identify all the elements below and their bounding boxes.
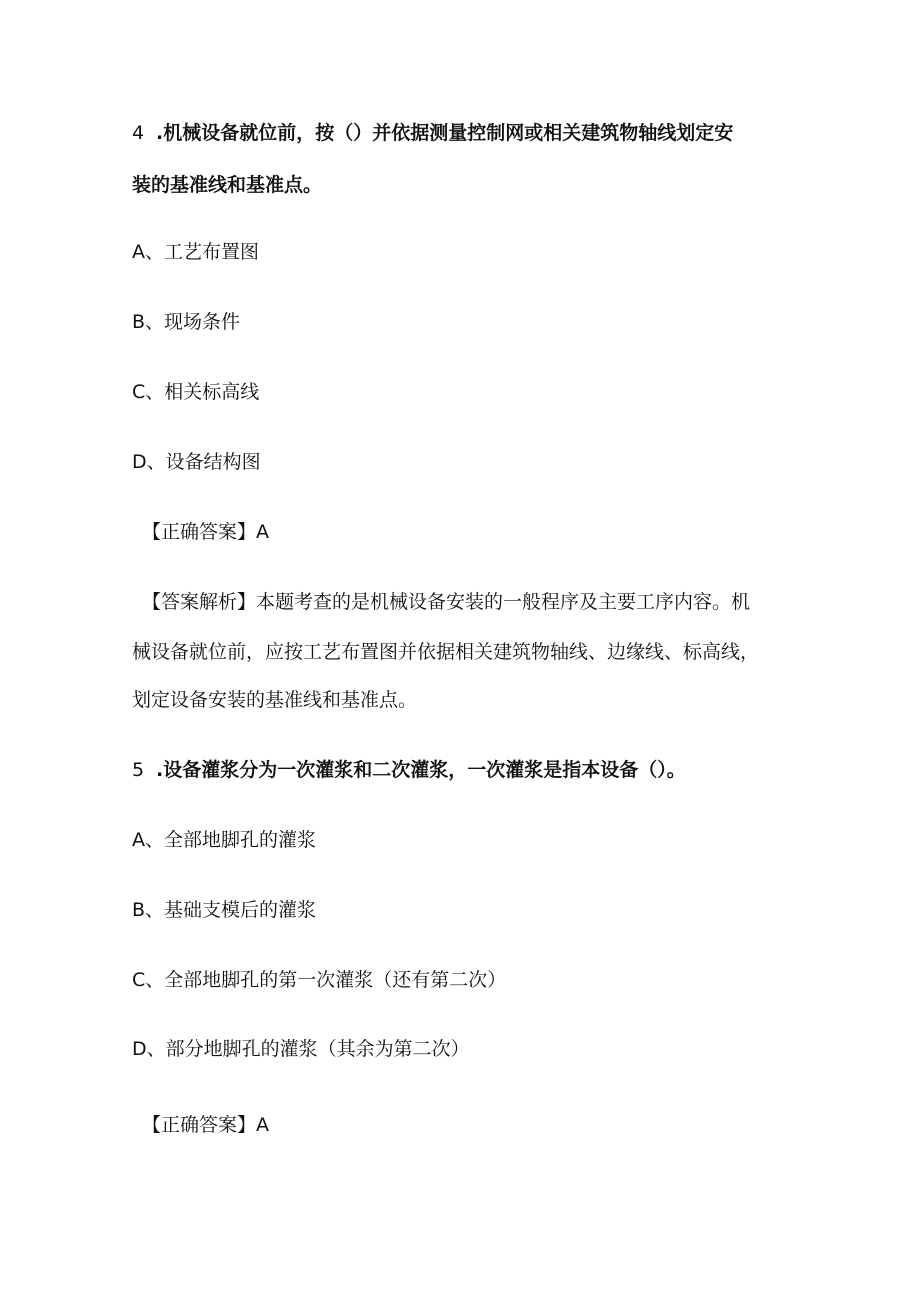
question-4-title-line-2: 装的基准线和基准点。 <box>132 174 323 196</box>
question-4-analysis-line-2: 械设备就位前，应按工艺布置图并依据相关建筑物轴线、边缘线、标高线， <box>132 641 760 663</box>
question-5-option-a: A、全部地脚孔的灌浆 <box>132 829 316 851</box>
question-5-number: 5 <box>132 759 145 781</box>
question-5-option-b: B、基础支模后的灌浆 <box>132 899 317 921</box>
question-4-option-d: D、设备结构图 <box>132 451 261 473</box>
question-5-answer: 【正确答案】A <box>142 1114 269 1136</box>
question-4-option-c: C、相关标高线 <box>132 381 260 403</box>
question-4-option-a: A、工艺布置图 <box>132 241 259 263</box>
question-5-title-line-1 <box>132 758 686 782</box>
question-4-number: 4 <box>132 122 145 144</box>
question-5-option-c: C、全部地脚孔的第一次灌浆（还有第二次） <box>132 969 507 991</box>
question-4-title-line-1 <box>132 121 733 145</box>
question-4-analysis-line-3: 划定设备安装的基准线和基准点。 <box>132 689 418 711</box>
question-4-analysis-line-1: 【答案解析】本题考查的是机械设备安装的一般程序及主要工序内容。机 <box>142 591 751 613</box>
question-5-option-d: D、部分地脚孔的灌浆（其余为第二次） <box>132 1038 470 1060</box>
question-4-option-b: B、现场条件 <box>132 311 241 333</box>
question-4-title-text: .机械设备就位前，按（）并依据测量控制网或相关建筑物轴线划定安 <box>156 122 734 144</box>
question-4-answer: 【正确答案】A <box>142 521 269 543</box>
question-5-title-text: .设备灌浆分为一次灌浆和二次灌浆，一次灌浆是指本设备（）。 <box>156 759 686 781</box>
